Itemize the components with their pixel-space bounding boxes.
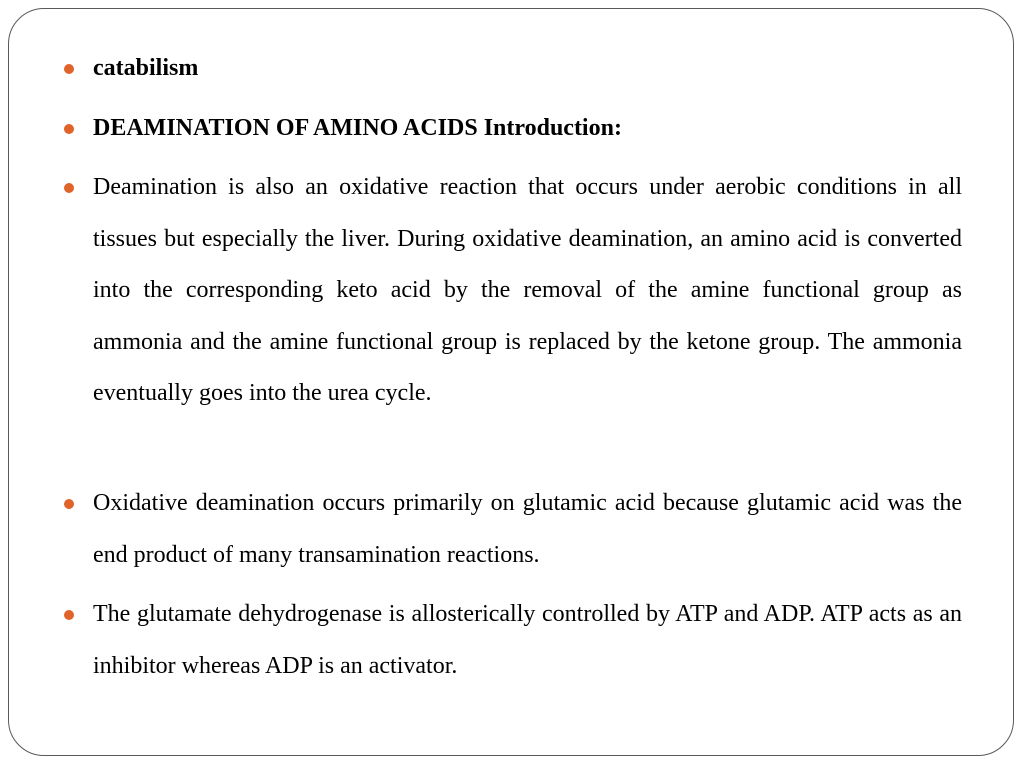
bullet-text: catabilism	[93, 55, 199, 81]
bullet-dot-icon	[64, 610, 74, 620]
bullet-text: Deamination is also an oxidative reaction that occurs under aerobic conditions in all tissues but especially the liver. During oxidative deamination, an amino acid is converted into the corresponding keto acid by the removal of the amine functional group as ammonia and the amine functional group is replaced by the ketone group. The ammonia eventually goes into the urea cycle.	[93, 174, 962, 406]
bullet-item-catabilism	[93, 43, 962, 95]
bullet-item-glutamate	[93, 589, 962, 692]
bullet-text: The glutamate dehydrogenase is allosterically controlled by ATP and ADP. ATP acts as an inhibitor whereas ADP is an activator.	[93, 601, 962, 679]
bullet-text: Oxidative deamination occurs primarily on glutamic acid because glutamic acid was the end product of many transamination reactions.	[93, 490, 962, 568]
bullet-item-heading	[93, 103, 962, 155]
bullet-dot-icon	[64, 183, 74, 193]
bullet-dot-icon	[64, 64, 74, 74]
bullet-item-oxidative	[93, 478, 962, 581]
bullet-text: DEAMINATION OF AMINO ACIDS Introduction:	[93, 115, 622, 141]
bullet-dot-icon	[64, 124, 74, 134]
bullet-dot-icon	[64, 499, 74, 509]
bullet-item-deamination	[93, 162, 962, 420]
